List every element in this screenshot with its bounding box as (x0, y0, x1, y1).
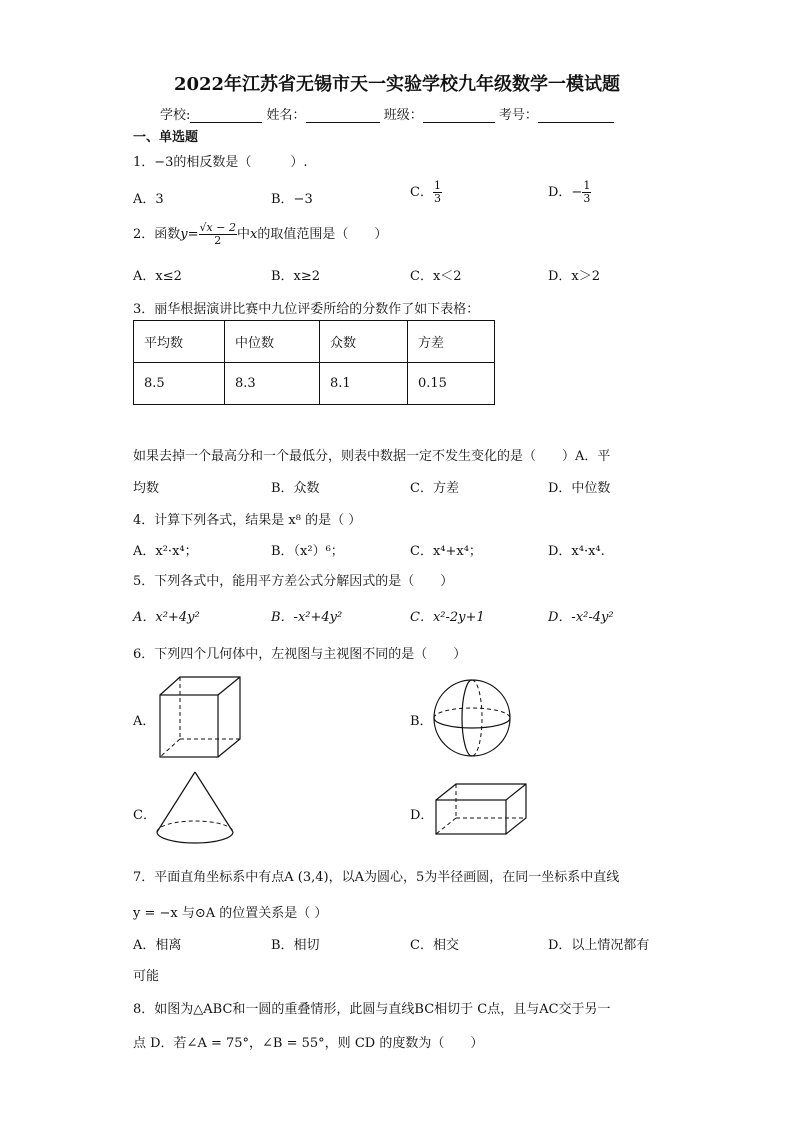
question-6: 6．下列四个几何体中，左视图与主视图不同的是（ ） (133, 647, 467, 662)
score-table (133, 320, 495, 405)
q1-option-c[interactable]: C． $\frac{1}{3}$ (410, 179, 441, 205)
question-2: 2．函数y= $\frac{√x - 2}{2}$ 中x的取值范围是（ ） (133, 221, 388, 247)
class-blank[interactable] (423, 109, 495, 123)
table-header-cell: 平均数 (134, 321, 225, 363)
q4-option-b[interactable]: B．（x²）⁶； (271, 544, 344, 559)
number-blank[interactable] (538, 109, 614, 123)
table-header-cell: 方差 (408, 321, 495, 363)
question-3: 3．丽华根据演讲比赛中九位评委所给的分数作了如下表格： (133, 302, 480, 317)
cube-figure (158, 675, 243, 765)
q7-option-b[interactable]: B．相切 (271, 938, 320, 953)
question-5: 5．下列各式中，能用平方差公式分解因式的是（ ） (133, 574, 454, 589)
q6-option-a[interactable]: A． (133, 714, 156, 729)
q3-option-b[interactable]: B．众数 (271, 481, 320, 496)
question-7-line-2: y = −x 与⊙A 的位置关系是（ ） (133, 906, 328, 921)
q6-option-c[interactable]: C． (133, 808, 156, 823)
q2-option-a[interactable]: A．x≤2 (133, 269, 182, 284)
student-info-line (160, 104, 614, 123)
number-label: 考号： (498, 108, 538, 123)
table-header-row (134, 321, 495, 363)
q5-option-c[interactable]: C．x²-2y+1 (410, 610, 485, 625)
question-7-line-1: 7．平面直角坐标系中有点A (3,4)，以A为圆心，5为半径画圆，在同一坐标系中直线 (133, 870, 620, 885)
table-row (134, 363, 495, 405)
q1-option-d[interactable]: D．− $\frac{1}{3}$ (548, 179, 591, 205)
cuboid-figure (434, 782, 530, 838)
q3-option-c[interactable]: C．方差 (410, 481, 459, 496)
class-label: 班级： (383, 108, 423, 123)
q5-option-a[interactable]: A．x²+4y² (133, 610, 200, 625)
q4-option-a[interactable]: A．x²·x⁴； (133, 544, 198, 559)
table-header-cell: 众数 (320, 321, 408, 363)
school-label: 学校: (160, 108, 191, 123)
q1-option-a[interactable]: A．3 (133, 192, 164, 207)
q4-option-d[interactable]: D．x⁴·x⁴. (548, 544, 605, 559)
q6-option-d[interactable]: D． (410, 808, 434, 823)
q7-option-d-tail: 可能 (133, 969, 160, 984)
question-8-line-1: 8．如图为△ABC和一圆的重叠情形，此圆与直线BC相切于 C点，且与AC交于另一 (133, 1002, 611, 1017)
q3-question-line: 如果去掉一个最高分和一个最低分，则表中数据一定不发生变化的是（ ）A．平 (133, 449, 611, 464)
cone-figure (155, 770, 235, 850)
page-title: 2022年江苏省无锡市天一实验学校九年级数学一模试题 (173, 74, 621, 95)
table-header-cell: 中位数 (225, 321, 320, 363)
sphere-figure (432, 678, 512, 758)
q6-option-b[interactable]: B． (410, 714, 433, 729)
q3-option-d[interactable]: D．中位数 (548, 481, 611, 496)
school-blank[interactable] (190, 109, 262, 123)
q7-option-a[interactable]: A．相离 (133, 938, 182, 953)
table-cell: 8.3 (225, 363, 320, 405)
name-label: 姓名： (266, 108, 306, 123)
q1-option-b[interactable]: B．−3 (271, 192, 313, 207)
q7-option-d[interactable]: D．以上情况都有 (548, 938, 650, 953)
question-1: 1．−3的相反数是（ ）. (133, 155, 308, 170)
table-cell: 8.1 (320, 363, 408, 405)
question-4: 4．计算下列各式，结果是 x⁸ 的是（ ） (133, 513, 362, 528)
table-cell: 8.5 (134, 363, 225, 405)
q4-option-c[interactable]: C．x⁴+x⁴； (410, 544, 482, 559)
q7-option-c[interactable]: C．相交 (410, 938, 459, 953)
question-8-line-2: 点 D．若∠A = 75°，∠B = 55°，则 CD 的度数为（ ） (133, 1036, 484, 1051)
section-heading: 一、单选题 (133, 130, 199, 145)
q3-option-a-tail[interactable]: 均数 (133, 481, 160, 496)
q5-option-d[interactable]: D．-x²-4y² (548, 610, 614, 625)
q2-option-b[interactable]: B．x≥2 (271, 269, 321, 284)
q2-option-c[interactable]: C．x＜2 (410, 269, 462, 284)
q2-option-d[interactable]: D．x＞2 (548, 269, 601, 284)
name-blank[interactable] (306, 109, 380, 123)
q5-option-b[interactable]: B．-x²+4y² (271, 610, 343, 625)
table-cell: 0.15 (408, 363, 495, 405)
